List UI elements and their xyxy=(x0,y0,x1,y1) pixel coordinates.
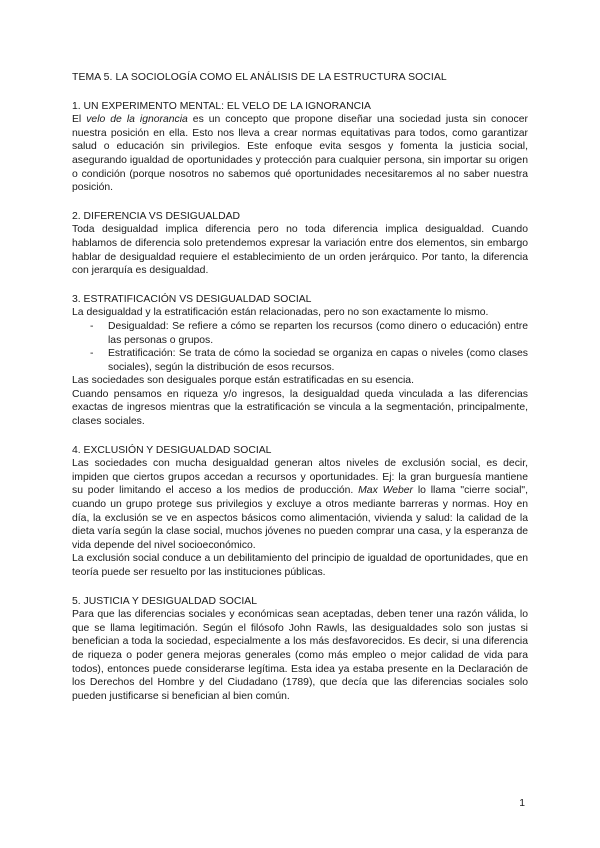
section-exclusion xyxy=(72,444,528,580)
section-paragraph: La desigualdad y la estratificación están relacionadas, pero no son exactamente lo mismo. xyxy=(72,307,489,319)
section-paragraph: Para que las diferencias sociales y económicas sean aceptadas, deben tener una razón válida, lo que se llama legitimación. Según el filósofo John Rawls, las desigualdades solo son justas si benefician a toda la sociedad, especialmente a los más desfavorecidos. Es decir, si una diferencia de riqueza o poder genera mejoras generales (como más empleo o mejor calidad de vida para todos), entonces puede considerarse legítima. Esta idea ya estaba presente en la Declaración de los Derechos del Hombre y del Ciudadano (1789), que decía que las diferencias sociales solo pueden justificarse si benefician al bien común. xyxy=(72,609,528,702)
document-page xyxy=(72,71,528,718)
page-number: 1 xyxy=(519,798,525,809)
emphasis-term: Max Weber xyxy=(358,485,414,497)
section-heading: 4. EXCLUSIÓN Y DESIGUALDAD SOCIAL xyxy=(72,444,272,456)
section-estratificacion xyxy=(72,293,528,429)
section-paragraph: Cuando pensamos en riqueza y/o ingresos, la desigualdad queda vinculada a las diferencias exactas de ingresos mientras que la estratificación se vincula a la segmentación, principalmente, clases sociales. xyxy=(72,388,528,428)
dash-bullet: - xyxy=(90,320,94,332)
list-item-text: Desigualdad: Se refiere a cómo se reparten los recursos (como dinero o educación) entre las personas o grupos. xyxy=(108,320,528,346)
paragraph-text: El xyxy=(72,114,87,126)
section-velo-ignorancia xyxy=(72,100,528,195)
document-title: TEMA 5. LA SOCIOLOGÍA COMO EL ANÁLISIS DE LA ESTRUCTURA SOCIAL xyxy=(72,72,447,83)
paragraph-text: lo llama "cierre social", cuando un grupo protege sus privilegios y excluye a otros mediante barreras y normas. Hoy en día, la exclusión se ve en aspectos básicos como alimentación, vivienda y salud: la calidad de la dieta varía según la clase social, muchos jóvenes no pueden comprar una casa, y la esperanza de vida depende del nivel socioeconómico. xyxy=(72,485,529,551)
section-paragraph: Las sociedades son desiguales porque están estratificadas en su esencia. xyxy=(72,375,414,387)
paragraph-text: es un concepto que propone diseñar una sociedad justa sin conocer nuestra posición en ella. Esto nos lleva a crear normas equitativas para todos, como garantizar salud o educación sin privilegios. Este enfoque evita sesgos y fomenta la justicia social, asegurando igualdad de oportunidades y protección para cualquier persona, sin importar su origen o condición (porque nosotros no sabemos qué oportunidades necesitaremos al no saber nuestra posición. xyxy=(72,114,528,194)
section-heading: 2. DIFERENCIA VS DESIGUALDAD xyxy=(72,210,241,222)
definition-list xyxy=(72,320,528,374)
section-justicia xyxy=(72,595,528,704)
section-heading: 5. JUSTICIA Y DESIGUALDAD SOCIAL xyxy=(72,595,257,607)
section-paragraph: Toda desigualdad implica diferencia pero no toda diferencia implica desigualdad. Cuando hablamos de diferencia solo pretendemos expresar la variación entre dos elementos, sin embargo hablar de desigualdad requiere el establecimiento de un orden jerárquico. Por tanto, la diferencia con jerarquía es desigualdad. xyxy=(72,224,528,277)
dash-bullet: - xyxy=(90,348,94,360)
section-paragraph xyxy=(72,457,528,552)
section-diferencia-desigualdad xyxy=(72,210,528,278)
section-paragraph xyxy=(72,113,528,195)
section-heading: 1. UN EXPERIMENTO MENTAL: EL VELO DE LA IGNORANCIA xyxy=(72,100,371,112)
emphasis-term: velo de la ignorancia xyxy=(86,114,188,126)
paragraph-text: Las sociedades con mucha desigualdad generan altos niveles de exclusión social, es decir, impiden que ciertos grupos accedan a recursos y oportunidades. Ej: la gran burguesía mantiene su poder limitando el acceso a los medios de producción. xyxy=(72,458,528,497)
section-heading: 3. ESTRATIFICACIÓN VS DESIGUALDAD SOCIAL xyxy=(72,293,312,305)
section-paragraph: La exclusión social conduce a un debilitamiento del principio de igualdad de oportunidades, que en teoría puede ser resuelto por las instituciones públicas. xyxy=(72,553,528,578)
list-item xyxy=(72,347,528,374)
list-item xyxy=(72,320,528,347)
list-item-text: Estratificación: Se trata de cómo la sociedad se organiza en capas o niveles (como clases sociales), según la distribución de esos recursos. xyxy=(108,348,528,373)
